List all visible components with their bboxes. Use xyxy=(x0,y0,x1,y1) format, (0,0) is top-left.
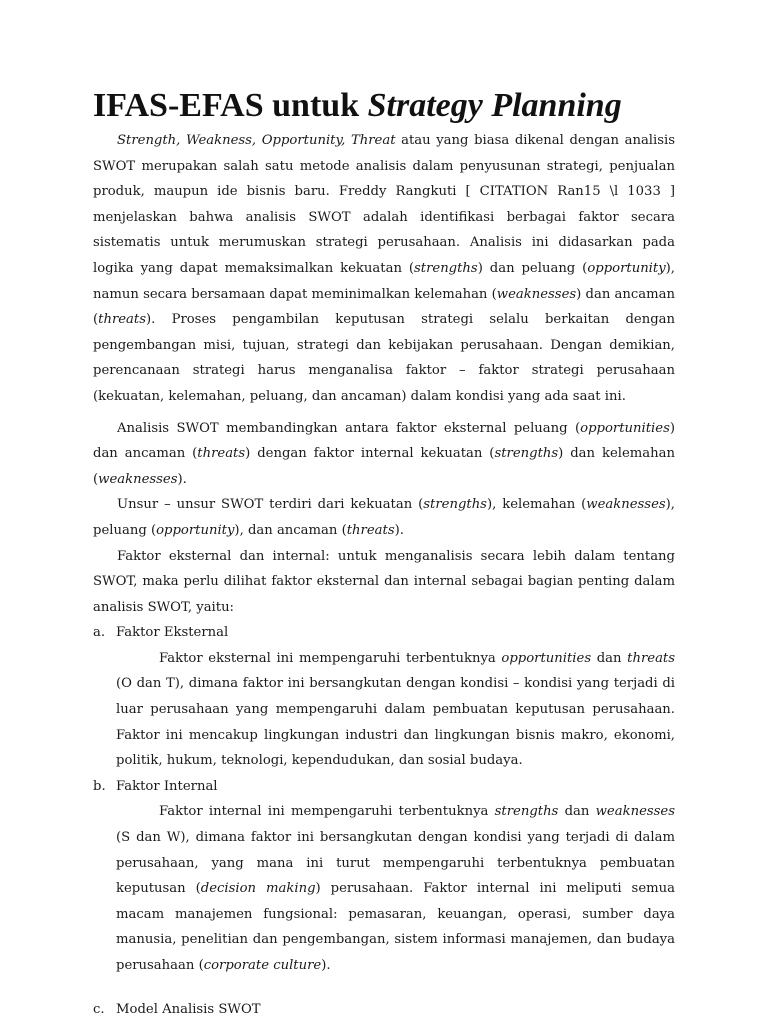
pb-run-3: weaknesses xyxy=(595,804,675,820)
p1-run-6: weaknesses xyxy=(496,286,577,302)
p2-run-4: ) dengan faktor internal kekuatan ( xyxy=(245,446,495,462)
pa-run-2: dan xyxy=(591,650,628,666)
p1-run-3: ) dan peluang ( xyxy=(477,260,588,276)
p3-run-6: ), dan ancaman ( xyxy=(234,522,347,538)
p2-run-3: threats xyxy=(197,446,246,462)
p2-run-8: ). xyxy=(177,471,187,487)
pb-run-0: Faktor internal ini mempengaruhi terbentuknya xyxy=(159,804,495,820)
pb-run-4: (S dan W), dimana faktor ini bersangkutan dengan kondisi yang terjadi di dalam perusahaan, yang mana ini turut mempengaruhi terbentuknya pembuatan keputusan ( xyxy=(116,830,675,897)
p2-run-6: ) dan kelemahan ( xyxy=(93,446,675,487)
pa-run-3: threats xyxy=(627,650,676,666)
p1-run-9: ). Proses pengambilan keputusan strategi selalu berkaitan dengan pengembangan misi, tujuan, strategi dan kebijakan perusahaan. Dengan demikian, perencanaan strategi harus menganalisa faktor – faktor strategi perusahaan (kekuatan, kelemahan, peluang, dan ancaman) dalam kondisi yang ada saat ini. xyxy=(93,312,675,404)
pa-run-0: Faktor eksternal ini mempengaruhi terbentuknya xyxy=(159,650,502,666)
pa-run-1: opportunities xyxy=(501,650,592,666)
p3-run-3: weaknesses xyxy=(586,497,666,513)
p3-run-7: threats xyxy=(346,522,395,538)
paragraph-factors xyxy=(93,544,675,621)
page-title xyxy=(93,88,675,124)
p3-run-0: Unsur – unsur SWOT terdiri dari kekuatan ( xyxy=(117,497,424,513)
list-item-external xyxy=(93,620,675,646)
paragraph-comparison xyxy=(93,416,675,493)
list-item-model xyxy=(93,997,675,1023)
list-marker-a: a. xyxy=(93,625,106,641)
list-body-external xyxy=(93,646,675,774)
list-heading-model: Model Analisis SWOT xyxy=(116,1001,261,1017)
pb-run-2: dan xyxy=(558,804,596,820)
pb-run-8: ). xyxy=(321,958,331,973)
paragraph-intro xyxy=(93,128,675,410)
list-body-internal xyxy=(93,799,675,978)
list-marker-b: b. xyxy=(93,778,106,794)
title-italic: Strategy Planning xyxy=(367,87,622,124)
list-heading-external: Faktor Eksternal xyxy=(116,625,229,641)
paragraph-external-factor xyxy=(116,646,675,774)
paragraph-internal-factor xyxy=(116,799,675,978)
p3-run-8: ). xyxy=(394,522,404,538)
p2-run-2: ) dan ancaman ( xyxy=(93,420,675,462)
p1-run-0: Strength, Weakness, Opportunity, Threat xyxy=(117,133,396,148)
p1-run-1: atau yang biasa dikenal dengan analisis SWOT merupakan salah satu metode analisis dalam penyusunan strategi, penjualan produk, maupun ide bisnis baru. Freddy Rangkuti [ CITATION Ran15 \l 1033 ] menjelaskan bahwa analisis SWOT adalah identifikasi berbagai faktor secara sistematis untuk merumuskan strategi perusahaan. Analisis ini didasarkan pada logika yang dapat memaksimalkan kekuatan ( xyxy=(93,133,675,276)
list-item-internal xyxy=(93,774,675,800)
pb-run-5: decision making xyxy=(200,881,316,897)
p1-run-8: threats xyxy=(98,312,146,328)
p1-run-5: ), namun secara bersamaan dapat meminimalkan kelemahan ( xyxy=(93,260,675,302)
title-plain: IFAS-EFAS untuk xyxy=(93,87,368,124)
p4-run-0: Faktor eksternal dan internal: untuk menganalisis secara lebih dalam tentang SWOT, maka perlu dilihat faktor eksternal dan internal sebagai bagian penting dalam analisis SWOT, yaitu: xyxy=(93,548,675,615)
list-marker-c: c. xyxy=(93,1001,105,1017)
p3-run-5: opportunity xyxy=(156,522,235,538)
p3-run-4: ), peluang ( xyxy=(93,497,675,538)
p1-run-7: ) dan ancaman ( xyxy=(93,286,675,328)
pa-run-4: (O dan T), dimana faktor ini bersangkutan dengan kondisi – kondisi yang terjadi di luar perusahaan yang mempengaruhi dalam pembuatan keputusan perusahaan. Faktor ini mencakup lingkungan industri dan lingkungan bisnis makro, ekonomi, politik, hukum, teknologi, kependudukan, dan sosial budaya. xyxy=(116,676,675,769)
p2-run-7: weaknesses xyxy=(98,471,178,487)
p2-run-5: strengths xyxy=(494,446,559,462)
pb-run-1: strengths xyxy=(494,804,559,820)
paragraph-elements xyxy=(93,492,675,543)
p3-run-1: strengths xyxy=(423,497,487,513)
p1-run-2: strengths xyxy=(414,260,478,276)
p2-run-1: opportunities xyxy=(580,420,670,436)
pb-run-7: corporate culture xyxy=(203,958,322,973)
pb-run-6: ) perusahaan. Faktor internal ini meliputi semua macam manajemen fungsional: pemasaran, keuangan, operasi, sumber daya manusia, penelitian dan pengembangan, sistem informasi manajemen, dan budaya perusahaan ( xyxy=(116,881,675,973)
p2-run-0: Analisis SWOT membandingkan antara faktor eksternal peluang ( xyxy=(117,420,581,436)
list-heading-internal: Faktor Internal xyxy=(116,778,218,794)
p3-run-2: ), kelemahan ( xyxy=(486,497,587,513)
p1-run-4: opportunity xyxy=(587,260,666,276)
